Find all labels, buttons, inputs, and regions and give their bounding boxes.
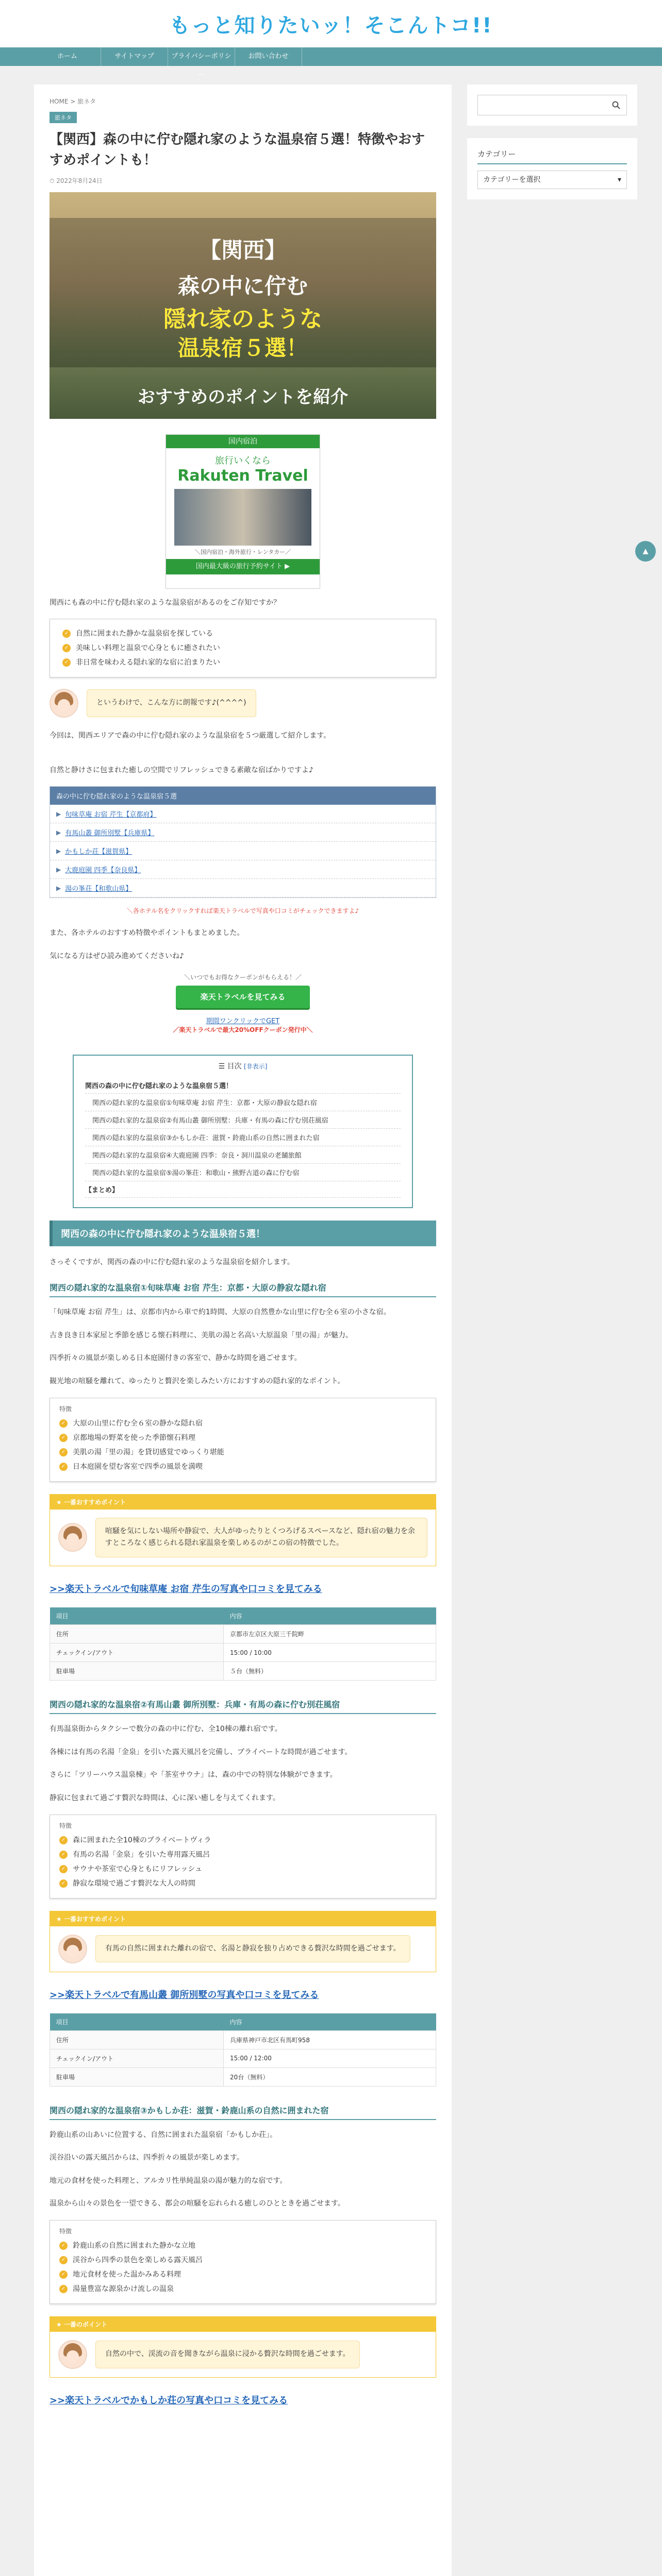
table-cell: 20台（無料） [224, 2067, 436, 2086]
table-cell: 15:00 / 12:00 [224, 2049, 436, 2067]
check-item [62, 641, 423, 655]
check-icon: ✓ [59, 1865, 68, 1873]
banner-foot: 国内最大級の旅行予約サイト ▶ [166, 559, 320, 574]
feature-item [59, 1848, 426, 1862]
feature-item [59, 2267, 426, 2282]
feature-item [59, 2239, 426, 2253]
feature-text: 渓谷から四季の景色を楽しめる露天風呂 [73, 2256, 203, 2264]
feature-label: 特徴 [59, 2227, 72, 2235]
point-body [50, 1926, 436, 1972]
speech-bubble [49, 689, 436, 718]
table-header: 項目 [50, 2013, 224, 2031]
point-body [50, 2332, 436, 2377]
table-header: 内容 [224, 2013, 436, 2031]
banner-photo [174, 489, 311, 546]
point-label-text: 一番おすすめポイント [63, 1915, 126, 1923]
toc-title-text: 目次 [227, 1062, 242, 1071]
point-box [49, 1494, 436, 1567]
check-icon: ✓ [59, 2270, 68, 2279]
site-header [0, 0, 662, 47]
section-heading: 関西の森の中に佇む隠れ家のような温泉宿５選！ [49, 1221, 436, 1246]
body-text: 古き良き日本家屋と季節を感じる懐石料理に、美肌の湯と名高い大原温泉「里の湯」が魅力。 [49, 1331, 353, 1340]
category-select[interactable] [477, 171, 627, 189]
feature-item [59, 1445, 426, 1460]
feature-label: 特徴 [59, 1822, 72, 1829]
table-row [50, 1662, 436, 1681]
inn-link[interactable]: 旬味草庵 お宿 芹生【京都府】 [65, 811, 157, 819]
feature-text: 有馬の名湯「金泉」を引いた専用露天風呂 [73, 1850, 210, 1859]
article [34, 84, 452, 2576]
body-text: また、各ホテルのおすすめ特徴やポイントもまとめました。 [49, 929, 244, 938]
check-icon: ✓ [59, 2256, 68, 2264]
inn-info-table [49, 1607, 436, 1681]
avatar [58, 1935, 87, 1963]
body-text: 四季折々の風景が楽しめる日本庭園付きの客室で、静かな時間を過ごせます。 [49, 1354, 302, 1363]
table-cell: チェックイン/アウト [50, 2049, 224, 2067]
eyecatch-line2: 森の中に佇む [177, 273, 308, 299]
feature-text: 日本庭園を望む客室で四季の風景を満喫 [73, 1462, 203, 1471]
search-icon [612, 101, 620, 109]
rakuten-review-link[interactable]: >>楽天トラベルで有馬山叢 御所別墅の写真や口コミを見てみる [49, 1989, 319, 2001]
point-label: ★ 一番のポイント [50, 2317, 436, 2332]
category-select-value: カテゴリーを選択 [483, 176, 541, 184]
point-label-text: 一番のポイント [63, 2320, 107, 2328]
eyecatch-image [49, 192, 436, 419]
red-note: ＼各ホテル名をクリックすれば楽天トラベルで写真や口コミがチェックできますよ♪ [126, 907, 359, 915]
table-cell: 住所 [50, 2030, 224, 2049]
body-text: 静寂に包まれて過ごす贅沢な時間は、心に深い癒しを与えてくれます。 [49, 1793, 280, 1802]
feature-text: サウナや茶室で心身ともにリフレッシュ [73, 1865, 203, 1873]
table-header-row [50, 2013, 436, 2031]
feature-text: 地元食材を使った温かみある料理 [73, 2270, 181, 2279]
arrow-icon: ▶ [56, 828, 61, 836]
speech-text: というわけで、こんな方に朗報です♪(^^^^) [87, 689, 256, 717]
inn-list-item [50, 879, 436, 897]
rakuten-review-link[interactable]: >>楽天トラベルで旬味草庵 お宿 芹生の写真や口コミを見てみる [49, 1584, 322, 1595]
check-text: 非日常を味わえる隠れ家的な宿に泊まりたい [76, 658, 220, 667]
point-box [49, 1911, 436, 1972]
feature-text: 湯量豊富な源泉かけ流しの温泉 [73, 2284, 174, 2293]
banner-head: 国内宿泊 [166, 435, 320, 448]
inn-link[interactable]: かもしか荘【滋賀県】 [65, 848, 133, 856]
check-icon: ✓ [59, 2242, 68, 2250]
point-text: 喧騒を気にしない場所や静寂で、大人がゆったりとくつろげるスペースなど、隠れ宿の魅力を余すところなく感じられる隠れ家温泉を楽しめるのがこの宿の特徴でした。 [95, 1518, 427, 1558]
feature-box [49, 1398, 436, 1482]
eyecatch-line4: 温泉宿５選！ [177, 335, 308, 361]
banner-categories: ＼国内宿泊・海外旅行・レンタカー／ [194, 548, 291, 555]
table-cell: 住所 [50, 1625, 224, 1643]
nav-item-privacy[interactable]: プライバシーポリシー [168, 47, 235, 66]
body-text: さらに「ツリーハウス温泉棟」や「茶室サウナ」は、森の中での特別な体験ができます。 [49, 1771, 337, 1780]
inn-link[interactable]: 大鹿庭園 四季【奈良県】 [65, 867, 141, 875]
inn-heading: 関西の隠れ家的な温泉宿②有馬山叢 御所別墅：兵庫・有馬の森に佇む別荘風宿 [49, 1695, 436, 1714]
check-icon: ✓ [59, 1879, 68, 1888]
search-form [477, 95, 627, 115]
check-icon: ✓ [59, 2285, 68, 2293]
check-item [62, 626, 423, 641]
inn-link[interactable]: 湯の峯荘【和歌山県】 [65, 885, 133, 893]
check-icon: ✓ [62, 644, 71, 652]
body-text: 鈴鹿山系の山あいに位置する、自然に囲まれた温泉宿「かもしか荘」。 [49, 2130, 277, 2139]
site-logo[interactable]: もっと知りたいッ！そこんトコ!! [169, 13, 493, 38]
feature-item [59, 2282, 426, 2296]
body-text: 観光地の喧騒を離れて、ゆったりと贅沢を楽しみたい方におすすめの隠れ家的なポイント。 [49, 1377, 345, 1385]
feature-text: 森に囲まれた全10棟のプライベートヴィラ [73, 1836, 211, 1844]
breadcrumb[interactable]: HOME > 旅ネタ [49, 98, 96, 105]
feature-item [59, 2253, 426, 2267]
table-of-contents [73, 1055, 413, 1208]
toc-item[interactable]: 関西の森の中に佇む隠れ家のような温泉宿５選！ [85, 1077, 401, 1094]
inn-list-box [49, 786, 436, 898]
toc-subitem[interactable]: 関西の隠れ家的な温泉宿③かもしか荘：滋賀・鈴鹿山系の自然に囲まれた宿 [85, 1129, 401, 1146]
point-label: ★ 一番おすすめポイント [50, 1495, 436, 1510]
check-list [49, 619, 436, 677]
feature-item [59, 1876, 426, 1891]
point-label-text: 一番おすすめポイント [63, 1498, 126, 1506]
toc-subitem[interactable]: 関西の隠れ家的な温泉宿⑤湯の峯荘：和歌山・熊野古道の森に佇む宿 [85, 1164, 401, 1181]
body-text: さっそくですが、関西の森の中に佇む隠れ家のような温泉宿を紹介します。 [49, 1258, 294, 1266]
point-label: ★ 一番おすすめポイント [50, 1911, 436, 1926]
arrow-icon: ▶ [56, 810, 61, 818]
toc-subitem[interactable]: 関西の隠れ家的な温泉宿④大鹿庭園 四季：奈良・洞川温泉の老舗旅館 [85, 1146, 401, 1164]
point-text: 自然の中で、渓流の音を聞きながら温泉に浸かる贅沢な時間を過ごせます。 [95, 2341, 360, 2368]
feature-label: 特徴 [59, 1405, 72, 1413]
toc-title [85, 1061, 401, 1071]
feature-item [59, 1862, 426, 1876]
table-row [50, 1643, 436, 1662]
check-text: 美味しい料理と温泉で心身ともに癒されたい [76, 644, 220, 653]
table-header: 項目 [50, 1607, 224, 1625]
rakuten-banner[interactable] [166, 434, 320, 589]
nav-item-home[interactable]: ホーム [34, 47, 101, 66]
body-text: 気になる方はぜひ読み進めてくださいね♪ [49, 952, 184, 960]
arrow-icon: ▶ [56, 884, 61, 892]
category-badge[interactable]: 旅ネタ [49, 112, 77, 123]
table-row [50, 2067, 436, 2086]
back-to-top-button[interactable]: ▲ [635, 541, 656, 562]
arrow-icon: ▶ [56, 866, 61, 873]
body-text: 温泉から山々の景色を一望できる、都会の喧騒を忘れられる癒しのひとときを過ごせます。 [49, 2199, 345, 2208]
body-text: 自然と静けさに包まれた癒しの空間でリフレッシュできる素敵な宿ばかりですよ♪ [49, 766, 313, 774]
feature-text: 美肌の湯「里の湯」を貸切感覚でゆっくり堪能 [73, 1448, 224, 1456]
rakuten-button[interactable]: 楽天トラベルを見てみる [176, 986, 310, 1008]
table-cell: 15:00 / 10:00 [224, 1643, 436, 1662]
feature-box [49, 2220, 436, 2304]
coupon-link[interactable]: 期間ワンクリックでGET [206, 1017, 280, 1025]
check-item [62, 655, 423, 670]
point-box [49, 2316, 436, 2378]
toc-subitem[interactable]: 関西の隠れ家的な温泉宿①旬味草庵 お宿 芹生：京都・大原の静寂な隠れ宿 [85, 1094, 401, 1111]
global-nav [0, 47, 662, 79]
toc-item-label: まとめ [92, 1186, 112, 1194]
body-text: 今回は、関西エリアで森の中に佇む隠れ家のような温泉宿を５つ厳選して紹介します。 [49, 732, 331, 740]
search-button[interactable] [606, 95, 626, 115]
table-cell: ５台（無料） [224, 1662, 436, 1681]
inn-list-head: 森の中に佇む隠れ家のような温泉宿５選 [50, 787, 436, 805]
table-cell: チェックイン/アウト [50, 1643, 224, 1662]
intro-text: 関西にも森の中に佇む隠れ家のような温泉宿があるのをご存知ですか？ [49, 598, 280, 607]
point-text: 有馬の自然に囲まれた離れの宿で、名湯と静寂を独り占めできる贅沢な時間を過ごせます。 [95, 1935, 410, 1963]
banner-brand: Rakuten Travel [177, 466, 308, 485]
check-icon: ✓ [59, 1448, 68, 1456]
table-row [50, 1625, 436, 1643]
nav-item-sitemap[interactable]: サイトマップ [101, 47, 168, 66]
body-text: 「旬味草庵 お宿 芹生」は、京都市内から車で約1時間、大原の自然豊かな山里に佇む全６室の小さな宿。 [49, 1308, 391, 1317]
body-text: 地元の食材を使った料理と、アルカリ性単純温泉の湯が魅力的な宿です。 [49, 2176, 287, 2185]
toc-toggle[interactable]: [非表示] [244, 1062, 268, 1070]
check-icon: ✓ [59, 1419, 68, 1428]
eyecatch-line5: おすすめのポイントを紹介 [137, 386, 349, 408]
nav-item-contact[interactable]: お問い合わせ [235, 47, 302, 66]
inn-list-item [50, 860, 436, 879]
table-cell: 駐車場 [50, 2067, 224, 2086]
table-cell: 兵庫県神戸市北区有馬町958 [224, 2030, 436, 2049]
body-text: 各棟には有馬の名湯「金泉」を引いた露天風呂を完備し、プライベートな時間が過ごせます。 [49, 1748, 352, 1756]
sidebar [467, 84, 637, 2576]
point-body [50, 1510, 436, 1566]
post-date: ⏱ 2022年8月24日 [49, 177, 103, 184]
body-text: 有馬温泉街からタクシーで数分の森の中に佇む、全10棟の離れ宿です。 [49, 1725, 282, 1734]
feature-text: 静寂な環境で過ごす贅沢な大人の時間 [73, 1879, 195, 1888]
inn-list-item [50, 805, 436, 823]
feature-text: 鈴鹿山系の自然に囲まれた静かな立地 [73, 2241, 195, 2250]
feature-item [59, 1431, 426, 1445]
coupon-note: ／楽天トラベルで最大20%OFFクーポン発行中＼ [173, 1026, 313, 1033]
category-widget [467, 138, 637, 199]
search-widget [467, 84, 637, 126]
table-cell: 京都市左京区大原三千院畔 [224, 1625, 436, 1643]
avatar [58, 1523, 87, 1552]
table-row [50, 2030, 436, 2049]
chevron-down-icon: ▾ [617, 176, 621, 184]
body-text: 渓谷沿いの露天風呂からは、四季折々の風景が楽しめます。 [49, 2154, 244, 2162]
rakuten-review-link[interactable]: >>楽天トラベルでかもしか荘の写真や口コミを見てみる [49, 2395, 288, 2406]
page-title: 【関西】森の中に佇む隠れ家のような温泉宿５選！特徴やおすすめポイントも！ [49, 132, 425, 168]
feature-item [59, 1416, 426, 1431]
table-row [50, 2049, 436, 2067]
toc-subitem[interactable]: 関西の隠れ家的な温泉宿②有馬山叢 御所別墅：兵庫・有馬の森に佇む別荘風宿 [85, 1111, 401, 1129]
inn-list-item [50, 842, 436, 860]
banner-sub: 旅行いくなら [215, 455, 271, 466]
feature-text: 大原の山里に佇む全６室の静かな隠れ宿 [73, 1419, 203, 1428]
check-text: 自然に囲まれた静かな温泉宿を探している [76, 630, 213, 638]
eyecatch-line1: 【関西】 [199, 237, 286, 263]
table-cell: 駐車場 [50, 1662, 224, 1681]
inn-list-item [50, 823, 436, 842]
post-date-value: 2022年8月24日 [56, 177, 103, 184]
toc-list-icon: ☰ [218, 1062, 227, 1071]
check-icon: ✓ [59, 1463, 68, 1471]
check-icon: ✓ [62, 630, 71, 638]
feature-text: 京都地場の野菜を使った季節懐石料理 [73, 1433, 195, 1442]
check-icon: ✓ [59, 1851, 68, 1859]
avatar [58, 2340, 87, 2369]
feature-box [49, 1815, 436, 1899]
inn-info-table [49, 2013, 436, 2087]
inn-heading: 関西の隠れ家的な温泉宿①旬味草庵 お宿 芹生：京都・大原の静寂な隠れ宿 [49, 1278, 436, 1297]
inn-link[interactable]: 有馬山叢 御所別墅【兵庫県】 [65, 829, 155, 838]
check-icon: ✓ [62, 658, 71, 667]
table-header: 内容 [224, 1607, 436, 1625]
table-header-row [50, 1607, 436, 1625]
search-input[interactable] [478, 95, 606, 115]
toc-item[interactable]: 【まとめ】 [85, 1181, 401, 1198]
coupon-pre: ＼いつでもお得なクーポンがもらえる！／ [184, 973, 302, 981]
feature-item [59, 1460, 426, 1474]
check-icon: ✓ [59, 1836, 68, 1844]
arrow-icon: ▶ [56, 847, 61, 855]
avatar [49, 689, 78, 718]
feature-item [59, 1833, 426, 1848]
category-title: カテゴリー [477, 148, 627, 164]
inn-heading: 関西の隠れ家的な温泉宿③かもしか荘：滋賀・鈴鹿山系の自然に囲まれた宿 [49, 2101, 436, 2120]
check-icon: ✓ [59, 1434, 68, 1442]
eyecatch-line3: 隠れ家のような [163, 306, 322, 332]
